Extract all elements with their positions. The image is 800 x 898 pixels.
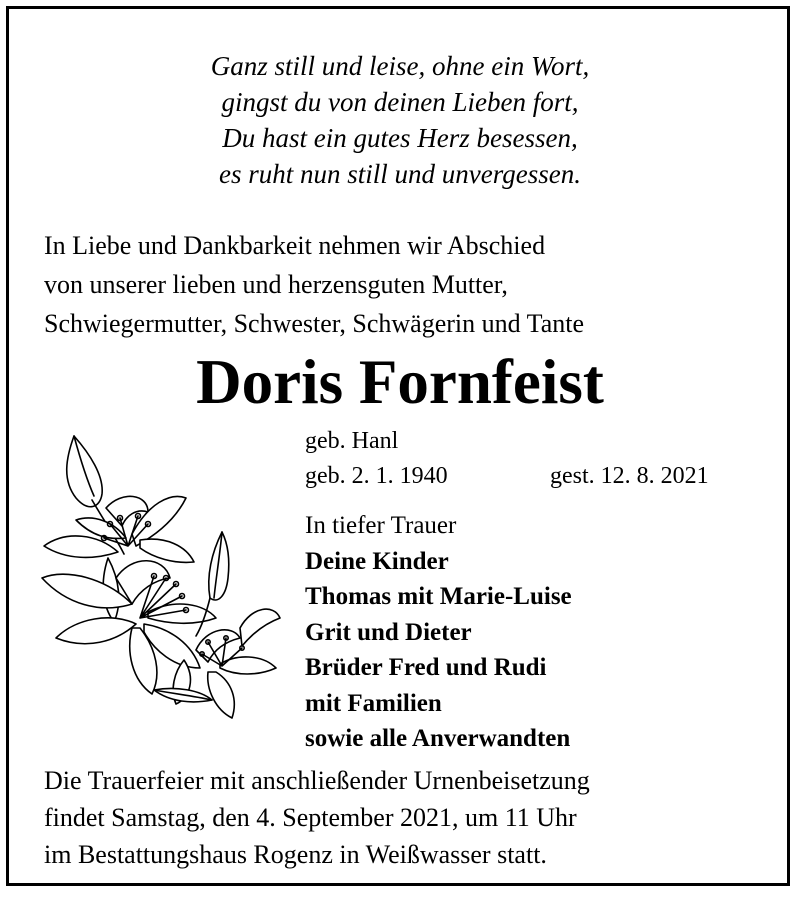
mourner-line: Thomas mit Marie-Luise xyxy=(305,583,572,610)
lily-flower-icon xyxy=(36,428,296,728)
death-date: gest. 12. 8. 2021 xyxy=(550,463,709,489)
poem-line: Du hast ein gutes Herz besessen, xyxy=(222,123,578,153)
funeral-service-info xyxy=(44,762,590,873)
poem-line: es ruht nun still und unvergessen. xyxy=(219,159,581,189)
mourners-heading: In tiefer Trauer xyxy=(305,512,457,539)
intro-line: Schwiegermutter, Schwester, Schwägerin und Tante xyxy=(44,309,585,338)
maiden-name: geb. Hanl xyxy=(305,428,399,454)
mourner-line: mit Familien xyxy=(305,689,442,717)
mourner-line: Deine Kinder xyxy=(305,547,449,575)
intro-text xyxy=(44,226,584,343)
life-dates xyxy=(305,424,709,494)
intro-line: In Liebe und Dankbarkeit nehmen wir Abschied xyxy=(44,231,546,260)
mourner-line: sowie alle Anverwandten xyxy=(305,725,571,752)
mourner-line: Brüder Fred und Rudi xyxy=(305,654,547,681)
mourners xyxy=(305,508,572,757)
poem-line: gingst du von deinen Lieben fort, xyxy=(221,87,579,117)
service-line: Die Trauerfeier mit anschließender Urnenbeisetzung xyxy=(44,766,590,795)
poem xyxy=(0,48,800,192)
poem-line: Ganz still und leise, ohne ein Wort, xyxy=(210,51,590,81)
intro-line: von unserer lieben und herzensguten Mutter, xyxy=(44,270,508,299)
mourner-line: Grit und Dieter xyxy=(305,618,472,646)
deceased-name: Doris Fornfeist xyxy=(196,347,604,417)
birth-date: geb. 2. 1. 1940 xyxy=(305,463,448,489)
service-line: findet Samstag, den 4. September 2021, um 11 Uhr xyxy=(44,803,577,832)
service-line: im Bestattungshaus Rogenz in Weißwasser statt. xyxy=(44,840,547,869)
